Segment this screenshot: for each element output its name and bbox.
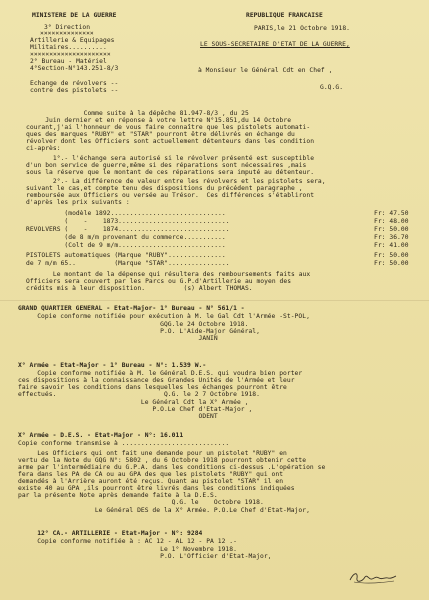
handwritten-signature: [348, 568, 398, 586]
body-line: Juin dernier et en réponse à votre lettre N°15.851,du 14 Octobre: [26, 117, 292, 124]
price-row-value: Fr: 50.00: [374, 226, 409, 233]
army-heading: X° Armée - Etat-Major - 1° Bureau - N°: 1.539 W.-: [18, 362, 207, 369]
page-fold: [0, 300, 429, 301]
des-line: par la présente Note après demande faite à la D.E.S.: [18, 492, 218, 499]
price-row-label: (modèle 1892..............................: [26, 210, 226, 217]
price-row-label: REVOLVERS ( - 1874.............................: [26, 226, 230, 233]
gqg-signature: JANIN: [18, 335, 218, 342]
sender-line: LE SOUS-SECRETAIRE D'ETAT DE LA GUERRE,: [200, 41, 350, 48]
subject-line-1: Echange de révolvers --: [30, 80, 119, 87]
des-line: vertu de la Note du GQG N°: 5802 , du 6 Octobre 1918 pourront obtenir cette: [18, 457, 307, 464]
body-line: d'un bon service de guerre,même si des réparations sont nécessaires ,mais: [26, 162, 307, 169]
body-line: courant,j'ai l'honneur de vous faire connaître que les pistolets automati-: [26, 124, 311, 131]
service-line: Artillerie & Equipages: [30, 37, 115, 44]
subject-line-2: contre des pistolets --: [30, 87, 119, 94]
price-row-value: Fr: 50.00: [374, 260, 409, 267]
ca-line: Copie conforme notifiée à : AC 12 - AL 12 - PA 12 .-: [18, 538, 237, 545]
letter-date: PARIS,le 21 Octobre 1918.: [254, 25, 351, 32]
army-line: effectués. Q.G. le 2 7 Octobre 1918.: [18, 391, 260, 398]
bureau-line: 2° Bureau - Matériel: [30, 58, 107, 65]
price-row-label: (Colt de 9 m/m............................: [26, 242, 226, 249]
ca-line: P.O. L'Officier d'Etat-Major,: [18, 553, 272, 560]
body-line: d'après les prix suivants :: [26, 199, 130, 206]
gqg-heading: GRAND QUARTIER GENERAL - Etat-Major- 1° Bureau - N° 561/1 -: [18, 305, 245, 312]
gqg-line: P.O. L'Aide-Major Général,: [18, 328, 260, 335]
body-line: remboursée aux Officiers ou versée au Trésor. Ces différences s'établiront: [26, 192, 315, 199]
body-line: sous la réserve que le montant de ces réparations sera imputé au détenteur.: [26, 169, 315, 176]
des-line: existe 40 au GPA ,ils pourront être livrés dans les conditions indiquées: [18, 485, 295, 492]
body-line: révolver dont les Officiers sont actuellement détenteurs dans les condition: [26, 138, 315, 145]
service-line-2: Militaires..........: [30, 44, 107, 51]
separator-line-2: ×××××××××××××××××××××: [30, 51, 111, 58]
body-end-line: crédits mis à leur disposition. (s) Albert THOMAS.: [26, 285, 253, 292]
body-end-line: Officiers sera couvert par les Parcs ou G.P.d'Artillerie au moyen des: [26, 278, 292, 285]
army-line: P.O.Le Chef d'Etat-Major ,: [18, 406, 253, 413]
body-line: ci-après:: [26, 145, 61, 152]
ministry-heading: MINISTERE DE LA GUERRE: [32, 12, 117, 19]
price-row-label: (de 8 m/m provenant du commerce...........: [26, 234, 226, 241]
separator-line: ××××××××××××××: [40, 30, 94, 37]
price-row-value: Fr: 41.00: [374, 242, 409, 249]
direction-line: 3° Direction: [44, 24, 91, 31]
army-line: Copie conforme notifiée à M. le Général D.E.S. qui voudra bien porter: [18, 370, 303, 377]
section-reference: 4°Section-N°143.251-8/3: [30, 65, 119, 72]
des-line: fera dans les PA de CA ou au GPA des que les pistolets "RUBY" qui ont: [18, 471, 284, 478]
body-line: 2°.- La différence de valeur entre les révolvers et les pistolets sera,: [26, 178, 326, 185]
gqg-line: GQG.le 24 Octobre 1918.: [18, 321, 249, 328]
des-heading: X° Armée - D.E.S. - Etat-Major - N°: 16.011: [18, 432, 184, 439]
recipient-line: à Monsieur le Général Cdt en Chef ,: [198, 67, 333, 74]
des-line: Copie conforme transmise à ............................: [18, 440, 230, 447]
body-line: 1°.- l'échange sera autorisé si le révolver présenté est susceptible: [26, 155, 315, 162]
price-row-value: Fr: 48.00: [374, 218, 409, 225]
gqg-line: Copie conforme notifiée pour exécution à M. le Gal Cdt l'Armée -St-POL,: [18, 313, 310, 320]
army-line: Le Général Cdt la X° Armée ,: [18, 399, 249, 406]
des-line: Q.G. le Octobre 1918.: [18, 499, 264, 506]
body-line: Comme suite à la dépêche 81.947-8/3 , du 25: [26, 110, 249, 117]
army-line: faire savoir les conditions dans lesquelles les échanges pourront être: [18, 384, 287, 391]
des-line: arme par l'intermédiaire du G.P.A. dans les conditions ci-dessus .L'opération se: [18, 464, 326, 471]
body-end-line: Le montant de la dépense qui résultera des remboursements faits aux: [26, 271, 311, 278]
price-row-value: Fr: 36.70: [374, 234, 409, 241]
army-line: ces dispositions à la connaissance des Grandes Unités de l'Armée et leur: [18, 377, 295, 384]
ggg-line: G.Q.G.: [320, 84, 344, 91]
price-row-label: ( - 1873.............................: [26, 218, 230, 225]
body-line: suivant le cas,et compte tenu des dispositions du précédent paragraphe ,: [26, 185, 303, 192]
price-row-value: Fr: 50.00: [374, 252, 409, 259]
price-row-value: Fr: 47.50: [374, 210, 409, 217]
army-signature: ODENT: [18, 413, 218, 420]
ca-heading: 12° CA.- ARTILLERIE - Etat-Major - N°: 9284: [18, 530, 203, 537]
des-signature: Le Général DES de la X° Armée. P.O.Le Chef d'Etat-Major,: [18, 507, 310, 514]
ca-line: Le 1° Novembre 1918.: [18, 546, 237, 553]
des-line: Les Officiers qui ont fait une demande pour un pistolet "RUBY" en: [18, 450, 287, 457]
price-row-label: PISTOLETS automatiques (Marque "RUBY"...............: [26, 252, 226, 259]
body-line: ques des marques "RUBY" et "STAR" pourront être délivrés en échange du: [26, 131, 295, 138]
des-line: demandés à l'Arrière auront été reçus. Quant au pistolet "STAR" il en: [18, 478, 284, 485]
republic-heading: REPUBLIQUE FRANCAISE: [246, 12, 323, 19]
price-row-label: de 7 m/m 65.. (Marque "STAR"................: [26, 260, 230, 267]
